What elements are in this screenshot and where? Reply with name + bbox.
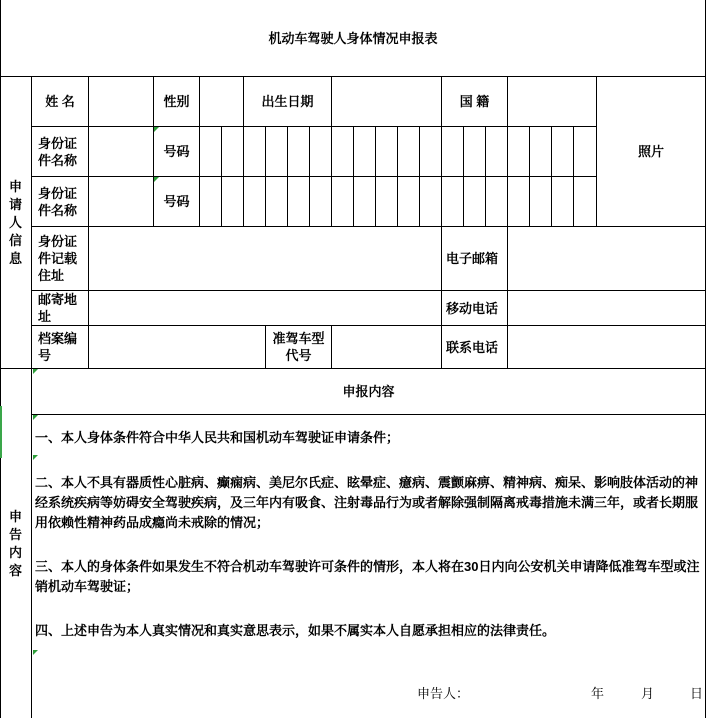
form-title: 机动车驾驶人身体情况申报表 [268, 30, 438, 46]
vehicle-class-text: 准驾车型代号 [272, 331, 325, 363]
declaration-item-1: 一、本人身体条件符合中华人民共和国机动车驾驶证申请条件； [35, 430, 400, 445]
birth-date-field[interactable] [332, 77, 441, 126]
photo-box[interactable]: 照片 [637, 144, 664, 159]
id-type-text-2: 身份证件名称 [38, 185, 78, 218]
gender-label: 性别 [163, 94, 190, 109]
year-label: 年 [591, 686, 605, 701]
day-label: 日 [690, 686, 704, 701]
id-type-field-2[interactable] [89, 177, 153, 226]
vehicle-class-field[interactable] [332, 326, 441, 368]
id-address-field[interactable] [89, 227, 441, 290]
id-address-label [32, 227, 88, 290]
declaration-item-2: 二、本人不具有器质性心脏病、癫痫病、美尼尔氏症、眩晕症、癔病、震颤麻痹、精神病、痴呆、影响肢体活动的神经系统疾病等妨碍安全驾驶疾病，及三年内有吸食、注射毒品行为或者解除强制隔离戒毒措施未满三年，或者长期服用依赖性精神药品成瘾尚未戒除的情况； [35, 475, 699, 530]
email-label: 电子邮箱 [446, 251, 499, 266]
mailing-address-field[interactable] [89, 291, 441, 325]
section-applicant-label [0, 77, 31, 368]
file-number-field[interactable] [89, 326, 265, 368]
declaration-header: 申报内容 [342, 384, 395, 399]
birth-date-label: 出生日期 [261, 94, 314, 109]
mobile-field[interactable] [508, 291, 705, 325]
file-number-text: 档案编号 [38, 331, 78, 363]
section-applicant-text: 申请人信息 [8, 178, 22, 266]
declaration-item-3: 三、本人的身体条件如果发生不符合机动车驾驶许可条件的情形，本人将在30日内向公安机关申请降低准驾车型或注销机动车驾驶证； [35, 559, 700, 594]
name-label: 姓 名 [45, 94, 75, 109]
id-type-label-1 [32, 127, 88, 176]
id-type-field-1[interactable] [89, 127, 153, 176]
id-number-label-1: 号码 [163, 144, 190, 159]
gender-field[interactable] [200, 77, 243, 126]
id-number-digits-1[interactable] [200, 127, 596, 176]
nationality-label: 国 籍 [459, 94, 490, 109]
signer-label: 申告人： [417, 686, 470, 701]
contact-phone-field[interactable] [508, 326, 705, 368]
section-declaration-text: 申告内容 [8, 508, 22, 578]
declaration-item-4: 四、上述申告为本人真实情况和真实意思表示，如果不属实本人自愿承担相应的法律责任。 [35, 623, 556, 638]
nationality-field[interactable] [508, 77, 596, 126]
name-field[interactable] [89, 77, 153, 126]
id-type-label-2 [32, 177, 88, 226]
id-address-text: 身份证件记载住址 [38, 234, 78, 283]
id-type-text-1: 身份证件名称 [38, 135, 78, 168]
id-number-digits-2[interactable] [200, 177, 596, 226]
signature-field[interactable] [470, 682, 588, 706]
mailing-address-label [32, 291, 88, 325]
mobile-label: 移动电话 [446, 300, 499, 316]
month-label: 月 [641, 686, 655, 701]
contact-phone-label: 联系电话 [446, 339, 499, 355]
file-number-label [32, 326, 88, 368]
mailing-address-text: 邮寄地址 [38, 292, 78, 324]
email-field[interactable] [508, 227, 705, 290]
section-declaration-label [0, 369, 31, 718]
vehicle-class-label [266, 326, 331, 368]
id-number-label-2: 号码 [163, 194, 190, 209]
